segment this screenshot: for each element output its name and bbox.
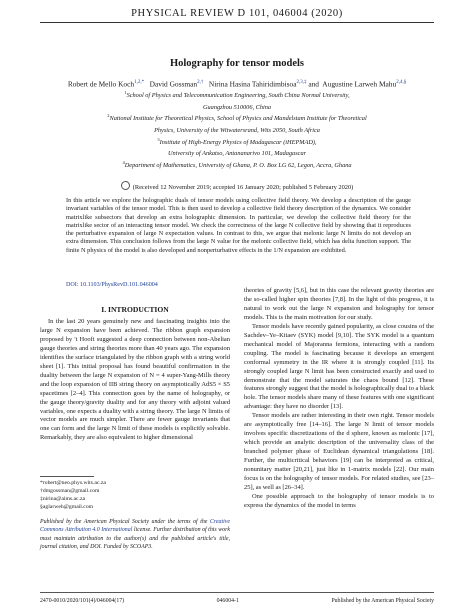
abstract: In this article we explore the holographic duals of tensor models using collective field theory. We develop a description of the gauge invariant variables of the tensor model. This is then used to develop a collective field theory description of the dynamics. We consider matrixlike subsectors that develop an extra holographic dimension. In particular, we develop the collective field theory for the matrixlike sector of an interacting tensor model. We check the correctness of the large N collective field by showing that it reproduces the perturbative expansion of large N expectation values. In contrast to this, we argue that melonic large N limits do not develop an extra dimension. This conclusion follows from the large N value for the melonic collective field, which has delta function support. The finite N physics of the model is also developed and nonperturbative effects in the 1/N expansion are exhibited. [66,197,411,254]
footer-publisher: Published by the American Physical Society [331,598,434,604]
body-paragraph: Tensor models are rather interesting in their own right. Tensor models are asymptotically free [14–16]. The large N limit of tensor models involves specific discretizations of the d sphere, known as melonic [17], which provide an analytic description of the universality class of the branched polymer phase of Euclidean dynamical triangulations [18]. Further, the multicritical behaviors [19] can be interpreted as critical, nonunitary matter [20,21], just like in 1-matrix models [22]. Our main focus is on the holography of tensor models. For related studies, see [23–25], as well as [26–34]. [244,412,434,491]
author-name: Robert de Mello Koch [67,79,135,89]
footer-issn: 2470-0010/2020/101(4)/046004(17) [40,598,125,604]
body-paragraph: theories of gravity [5,6], but in this case the relevant gravity theories are the so-called higher spin theories [7,8]. In the light of this progress, it is natural to work out the large N expansion and holography for tensor models. This is the main motivation for our study. [244,287,434,321]
page-footer [40,598,434,604]
author-name: Nirina Hasina Tahiridimbisoa [208,79,297,89]
page-number: 046004-1 [216,598,239,604]
footnote-rule [40,476,94,477]
footnote-email[interactable]: *robert@neo.phys.wits.ac.za [40,480,106,486]
journal-header: PHYSICAL REVIEW D 101, 046004 (2020) [131,8,343,19]
body-paragraph: In the last 20 years genuinely new and fascinating insights into the large N expansion have been achieved. The ribbon graph expansion proposed by 't Hooft suggested a deep connection between non-Abelian gauge theories and string theories more than 40 years ago. The expansion identifies the surface triangulated by the ribbon graph with a string world sheet [1]. This initial proposal has found beautiful confirmation in the duality between the large N expansion of N = 4 super-Yang-Mills theory and the loop expansion of IIB string theory on asymptotically AdS5 × S5 spacetimes [2–4]. This connection goes by the name of holography, or the gauge theory/gravity duality and for any theory with adjoint valued variables, one expects a duality with a string theory. The large N limits of vector models are much simpler. There are fewer gauge invariants that one can form and the large N limit of these models is explicitly solvable. Remarkably, they are also equivalent to higher dimensional [40,318,230,442]
footnote-email[interactable]: §aglarweh@gmail.com [40,504,94,510]
right-column [244,287,434,511]
author-marker[interactable]: 2,3,‡ [296,80,307,85]
footnotes [40,479,230,511]
footnote-email[interactable]: ‡nirina@aims.ac.za [40,496,86,502]
affiliation-line: $^1$School of Physics and Telecommunication Engineering, South China Normal University, [124,90,350,100]
body-paragraph: Tensor models have recently gained popularity, as close cousins of the Sachdev–Ye–Kitaev (SYK) model [9,10]. The SYK model is a quantum mechanical model of Majoranna fermions, interacting with a random coupling. The model is fascinating because it develops an emergent conformal symmetry in the IR where it is strongly coupled [11]. Its strongly coupled large N limit has been constructed exactly and used to demonstrate that the model saturates the chaos bound [12]. These features strongly suggest that the model is holographically dual to a black hole. The tensor models share many of these features with one significant advantage: they have no disorder [13]. [244,322,434,411]
author-name: Augustine Larweh Mahu [322,79,397,89]
affiliation-line: Physics, University of the Witwatersrand, Wits 2050, South Africa [154,127,320,135]
author-name: David Gossman [149,79,198,89]
affiliation-line: $^3$Institute of High-Energy Physics of Madagascar (iHEPMAD), [157,136,317,146]
section-heading-introduction: I. INTRODUCTION [101,305,169,314]
affiliation-line: $^4$Department of Mathematics, University of Ghana, P. O. Box LG 62, Legon, Accra, Ghana [122,160,352,170]
author-marker[interactable]: 2,† [197,80,204,85]
body-paragraph: One possible approach to the holography of tensor models is to express the dynamics of the model in terms [244,492,434,509]
paper-title: Holography for tensor models [169,58,305,69]
affiliation-line: Guangzhou 510006, China [202,103,272,111]
author-list: Robert de Mello Koch$^{1,2,*}$ David Gossman$^{2,\dagger}$ Nirina Hasina Tahiridimbisoa$^{2,3,\ddagger}$ and Augustine Larweh Mahu$^{2,4,\S}$ [67,79,407,89]
license-link[interactable]: Creative Commons Attribution 4.0 International [40,519,230,534]
footer-rule [40,592,434,593]
affiliation-line: $^2$National Institute for Theoretical Physics, School of Physics and Mandelstam Institute for Theoretical [107,113,367,123]
left-column [40,318,230,443]
doi-link[interactable]: DOI: 10.1103/PhysRevD.101.046004 [66,282,158,288]
author-marker[interactable]: 2,4,§ [396,80,407,85]
license-notice: Published by the American Physical Society under the terms of the Creative Commons Attribution 4.0 International license. Further distribution of this work must maintain attribution to the author(s) and the published article's title, journal citation, and DOI. Funded by SCOAP3. [40,519,231,550]
footnote-email[interactable]: †dmgossman@gmail.com [40,488,100,494]
affiliations [52,89,422,171]
publication-dates: (Received 12 November 2019; accepted 16 January 2020; published 5 February 2020) [60,181,414,192]
author-marker[interactable]: 1,2,* [134,80,145,85]
header-rule [40,22,434,23]
crossmark-icon[interactable] [121,181,130,190]
affiliation-line: University of Ankatso, Antananarivo 101, Madagascar [167,150,307,158]
